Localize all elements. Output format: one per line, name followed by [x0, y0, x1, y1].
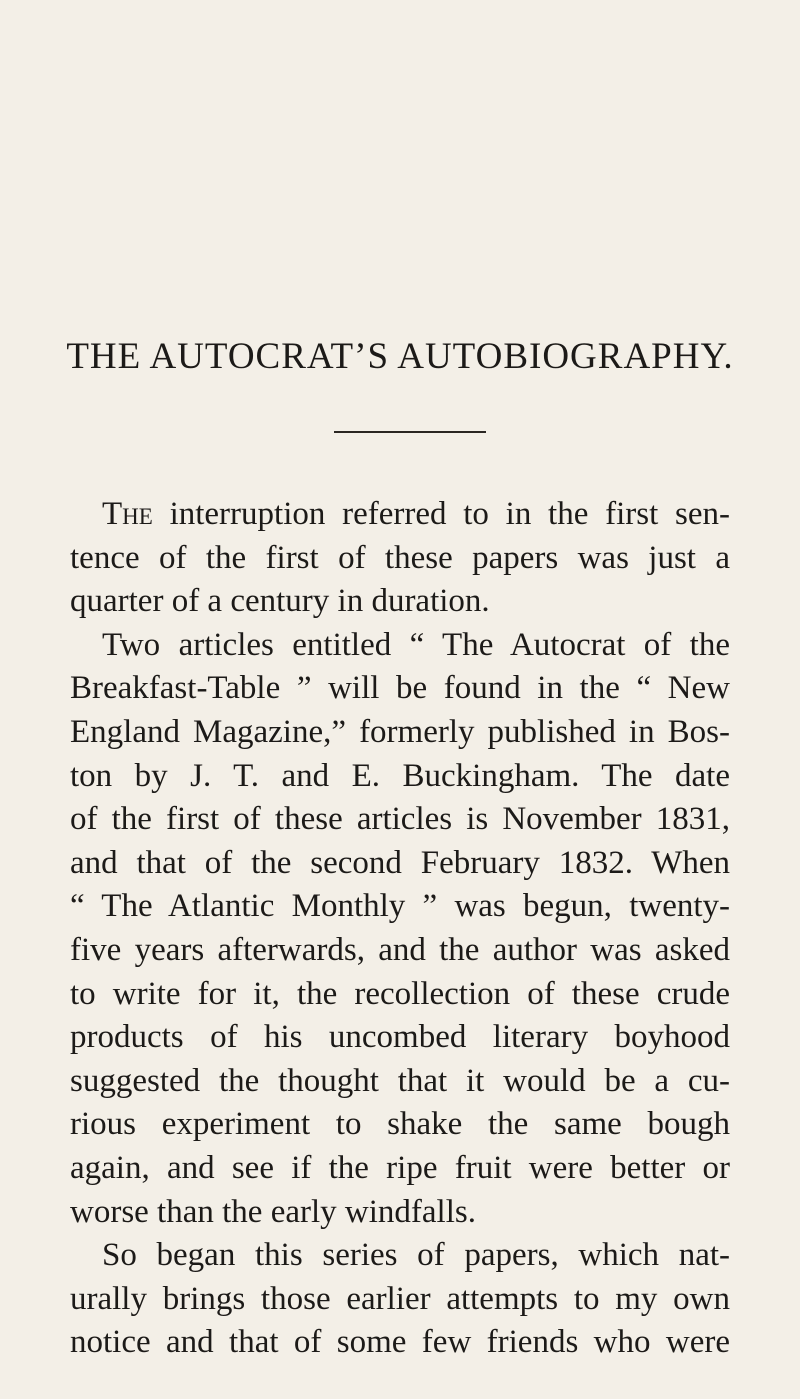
body-text: [70, 493, 730, 1365]
text-line: worse than the early windfalls.: [70, 1193, 476, 1230]
text-line: “ The Atlantic Monthly ” was begun, twenty-: [70, 888, 730, 925]
text-line: tence of the first of these papers was just a: [70, 539, 730, 576]
text-line: again, and see if the ripe fruit were better or: [70, 1149, 730, 1186]
text-line: suggested the thought that it would be a cu-: [70, 1062, 730, 1099]
text-line: urally brings those earlier attempts to my own: [70, 1280, 730, 1317]
text-line: to write for it, the recollection of these crude: [70, 975, 730, 1012]
text-line: So began this series of papers, which nat-: [102, 1237, 730, 1274]
title-rule: [334, 431, 486, 433]
drop-word: The: [102, 496, 153, 532]
text-line: The interruption referred to in the first sen-: [102, 496, 730, 532]
text-line: England Magazine,” formerly published in Bos-: [70, 713, 730, 750]
text-line: Two articles entitled “ The Autocrat of the: [102, 626, 730, 663]
text-line: Breakfast-Table ” will be found in the “ New: [70, 670, 730, 707]
text-line: of the first of these articles is November 1831,: [70, 801, 730, 838]
chapter-title: THE AUTOCRAT’S AUTOBIOGRAPHY.: [66, 336, 734, 377]
text-line: rious experiment to shake the same bough: [70, 1106, 730, 1143]
text-line: ton by J. T. and E. Buckingham. The date: [70, 757, 730, 794]
text-line: quarter of a century in duration.: [70, 583, 490, 620]
text-line: five years afterwards, and the author was asked: [70, 931, 730, 968]
text-line: and that of the second February 1832. When: [70, 844, 730, 881]
text-line: products of his uncombed literary boyhood: [70, 1019, 730, 1056]
text-line: notice and that of some few friends who were: [70, 1324, 730, 1361]
